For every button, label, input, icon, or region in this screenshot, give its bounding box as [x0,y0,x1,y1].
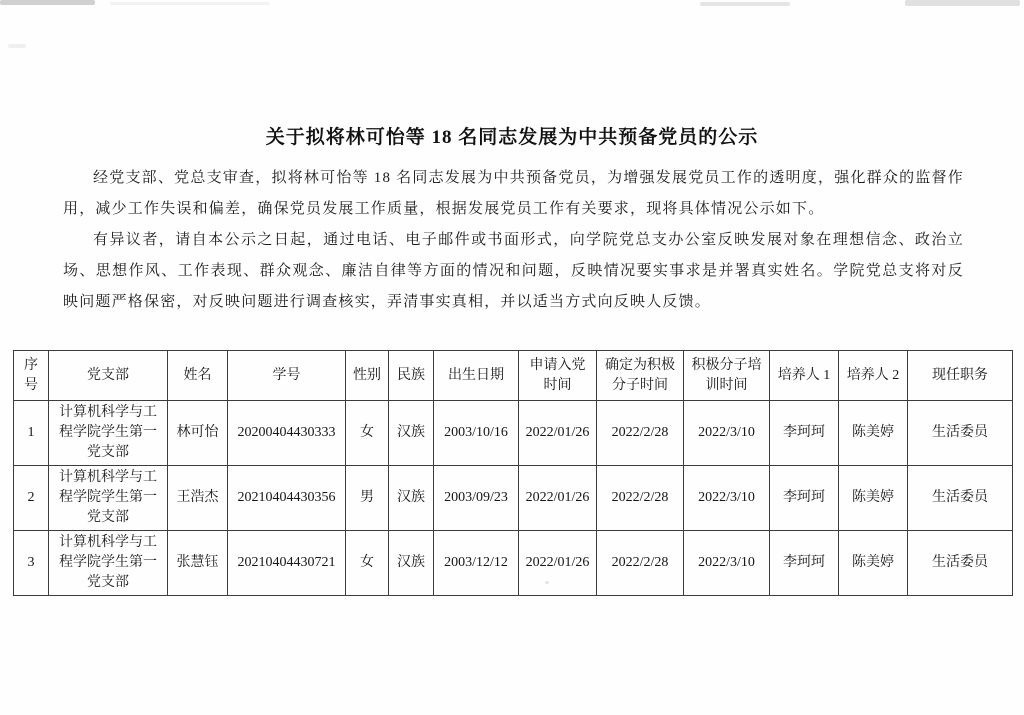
cell-party-branch: 计算机科学与工程学院学生第一党支部 [49,466,168,531]
header-cultivator-1: 培养人 1 [770,351,839,401]
cell-serial-number: 2 [14,466,49,531]
header-student-id: 学号 [228,351,346,401]
scan-artifact [0,0,95,5]
notice-paragraph-2: 有异议者，请自本公示之日起，通过电话、电子邮件或书面形式，向学院党总支办公室反映发展对象在理想信念、政治立场、思想作风、工作表现、群众观念、廉洁自律等方面的情况和问题，反映情况要实事求是并署真实姓名。学院党总支将对反映问题严格保密，对反映问题进行调查核实，弄清事实真相，并以适当方式向反映人反馈。 [63,232,964,310]
header-ethnicity: 民族 [389,351,434,401]
cell-gender: 女 [346,531,389,596]
header-application-date: 申请入党时间 [519,351,597,401]
cell-ethnicity: 汉族 [389,466,434,531]
notice-paragraph-1: 经党支部、党总支审查，拟将林可怡等 18 名同志发展为中共预备党员，为增强发展党员工作的透明度，强化群众的监督作用，减少工作失误和偏差，确保党员发展工作质量，根据发展党员工作有关要求，现将具体情况公示如下。 [63,170,964,217]
cell-application-date: 2022/01/26 [519,531,597,596]
cell-activist-training-date: 2022/3/10 [684,401,770,466]
table-row [14,531,1013,596]
header-serial-number: 序号 [14,351,49,401]
cell-name: 张慧钰 [168,531,228,596]
header-name: 姓名 [168,351,228,401]
cell-gender: 男 [346,466,389,531]
cell-activist-confirm-date: 2022/2/28 [597,401,684,466]
cell-cultivator-1: 李珂珂 [770,466,839,531]
cell-activist-training-date: 2022/3/10 [684,531,770,596]
cell-activist-training-date: 2022/3/10 [684,466,770,531]
header-current-position: 现任职务 [908,351,1013,401]
header-gender: 性别 [346,351,389,401]
cell-student-id: 20200404430333 [228,401,346,466]
cell-application-date: 2022/01/26 [519,466,597,531]
header-activist-training-date: 积极分子培训时间 [684,351,770,401]
cell-name: 王浩杰 [168,466,228,531]
scan-artifact [110,2,270,5]
table-row [14,466,1013,531]
cell-current-position: 生活委员 [908,531,1013,596]
cell-cultivator-1: 李珂珂 [770,401,839,466]
cell-party-branch: 计算机科学与工程学院学生第一党支部 [49,531,168,596]
scan-artifact [8,44,26,48]
header-birth-date: 出生日期 [434,351,519,401]
table-header-row [14,351,1013,401]
cell-activist-confirm-date: 2022/2/28 [597,466,684,531]
cell-cultivator-2: 陈美婷 [839,401,908,466]
cell-student-id: 20210404430721 [228,531,346,596]
cell-birth-date: 2003/09/23 [434,466,519,531]
cell-birth-date: 2003/12/12 [434,531,519,596]
cell-current-position: 生活委员 [908,401,1013,466]
cell-cultivator-2: 陈美婷 [839,466,908,531]
cell-serial-number: 1 [14,401,49,466]
cell-ethnicity: 汉族 [389,531,434,596]
cell-gender: 女 [346,401,389,466]
cell-party-branch: 计算机科学与工程学院学生第一党支部 [49,401,168,466]
cell-name: 林可怡 [168,401,228,466]
candidates-table [13,350,1013,596]
cell-serial-number: 3 [14,531,49,596]
cell-cultivator-1: 李珂珂 [770,531,839,596]
scan-artifact [700,2,790,6]
scan-artifact [905,0,1020,6]
cell-application-date: 2022/01/26 [519,401,597,466]
header-activist-confirm-date: 确定为积极分子时间 [597,351,684,401]
cell-birth-date: 2003/10/16 [434,401,519,466]
cell-ethnicity: 汉族 [389,401,434,466]
table-row [14,401,1013,466]
header-party-branch: 党支部 [49,351,168,401]
cell-cultivator-2: 陈美婷 [839,531,908,596]
cell-current-position: 生活委员 [908,466,1013,531]
notice-body [63,163,964,318]
cell-activist-confirm-date: 2022/2/28 [597,531,684,596]
notice-title: 关于拟将林可怡等 18 名同志发展为中共预备党员的公示 [265,127,759,148]
header-cultivator-2: 培养人 2 [839,351,908,401]
cell-student-id: 20210404430356 [228,466,346,531]
